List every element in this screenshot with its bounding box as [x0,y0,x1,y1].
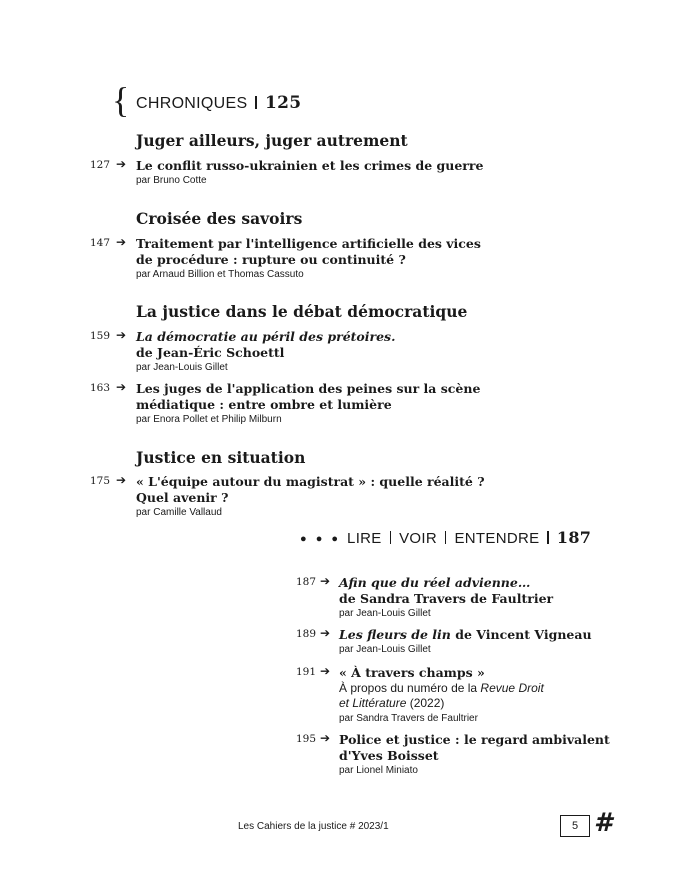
entry-title-line2: médiatique : entre ombre et lumière [136,397,392,412]
entry-author: par Sandra Travers de Faultrier [339,713,478,724]
journal-title-italic: Revue Droit [480,681,544,695]
entry-author: par Jean-Louis Gillet [339,644,431,655]
section-header-chroniques [136,93,301,113]
entry-page: 127 [90,159,111,171]
arrow-right-icon: ➔ [116,473,127,487]
arrow-right-icon: ➔ [320,731,331,745]
entry-title-line1: Afin que du réel advienne… [339,575,531,590]
subheading: Justice en situation [136,448,306,467]
entry-title-line2: Quel avenir ? [136,490,229,505]
section-label-lire: LIRE [347,530,382,547]
entry-title-line2: de Sandra Travers de Faultrier [339,591,554,606]
separator-bar [255,96,257,109]
entry-author: par Enora Pollet et Philip Milburn [136,414,282,425]
journal-title-italic: et Littérature [339,696,407,710]
arrow-right-icon: ➔ [320,574,331,588]
entry-title-line2: de Jean-Éric Schoettl [136,345,285,360]
entry-page: 163 [90,382,111,394]
entry-title-line3 [339,695,444,712]
entry-title-line1: La démocratie au péril des prétoires. [136,329,396,344]
entry-page: 159 [90,330,111,342]
entry-author: par Jean-Louis Gillet [339,608,431,619]
arrow-right-icon: ➔ [116,328,127,342]
hash-logo-icon: # [594,808,613,838]
separator-bar [390,531,392,544]
section-header-lire [300,528,591,547]
entry-title-rest: de Vincent Vigneau [450,627,592,642]
subheading: Juger ailleurs, juger autrement [136,131,408,150]
entry-title-italic: Les fleurs de lin [339,627,451,642]
entry-author: par Camille Vallaud [136,507,222,518]
entry-page: 195 [296,733,317,745]
entry-page: 191 [296,666,317,678]
entry-title-line1: Les juges de l'application des peines sur la scène [136,381,481,396]
entry-title-line1: Police et justice : le regard ambivalent [339,732,610,747]
arrow-right-icon: ➔ [320,664,331,678]
section-page-number: 125 [264,93,302,113]
footer-journal-title: Les Cahiers de la justice # 2023/1 [238,821,389,832]
separator-bar [445,531,447,544]
arrow-right-icon: ➔ [116,380,127,394]
brace-ornament: { [112,80,130,120]
entry-title [339,626,592,643]
entry-title: Le conflit russo-ukrainien et les crimes de guerre [136,158,484,173]
section-page-number: 187 [556,528,592,547]
subheading: La justice dans le débat démocratique [136,302,468,321]
entry-page: 189 [296,628,317,640]
arrow-right-icon: ➔ [116,157,127,171]
bullet-dots: ● ● ● [300,533,342,545]
entry-title-line1: « L'équipe autour du magistrat » : quelle réalité ? [136,474,485,489]
entry-author: par Arnaud Billion et Thomas Cassuto [136,269,304,280]
entry-author: par Bruno Cotte [136,175,207,186]
entry-title-line2: de procédure : rupture ou continuité ? [136,252,406,267]
entry-page: 175 [90,475,111,487]
entry-title-line2: d'Yves Boisset [339,748,439,763]
page-number-box: 5 [560,815,590,837]
entry-text: (2022) [406,696,445,710]
section-label-voir: VOIR [399,530,437,547]
arrow-right-icon: ➔ [320,626,331,640]
arrow-right-icon: ➔ [116,235,127,249]
entry-title-line1: Traitement par l'intelligence artificielle des vices [136,236,481,251]
section-label-entendre: ENTENDRE [454,530,540,547]
entry-page: 147 [90,237,111,249]
subheading: Croisée des savoirs [136,209,303,228]
separator-bar [547,531,549,544]
entry-text: À propos du numéro de la [339,681,481,695]
entry-page: 187 [296,576,317,588]
section-label: CHRONIQUES [136,95,248,112]
entry-author: par Lionel Miniato [339,765,418,776]
entry-title-line1: « À travers champs » [339,665,485,680]
entry-author: par Jean-Louis Gillet [136,362,228,373]
